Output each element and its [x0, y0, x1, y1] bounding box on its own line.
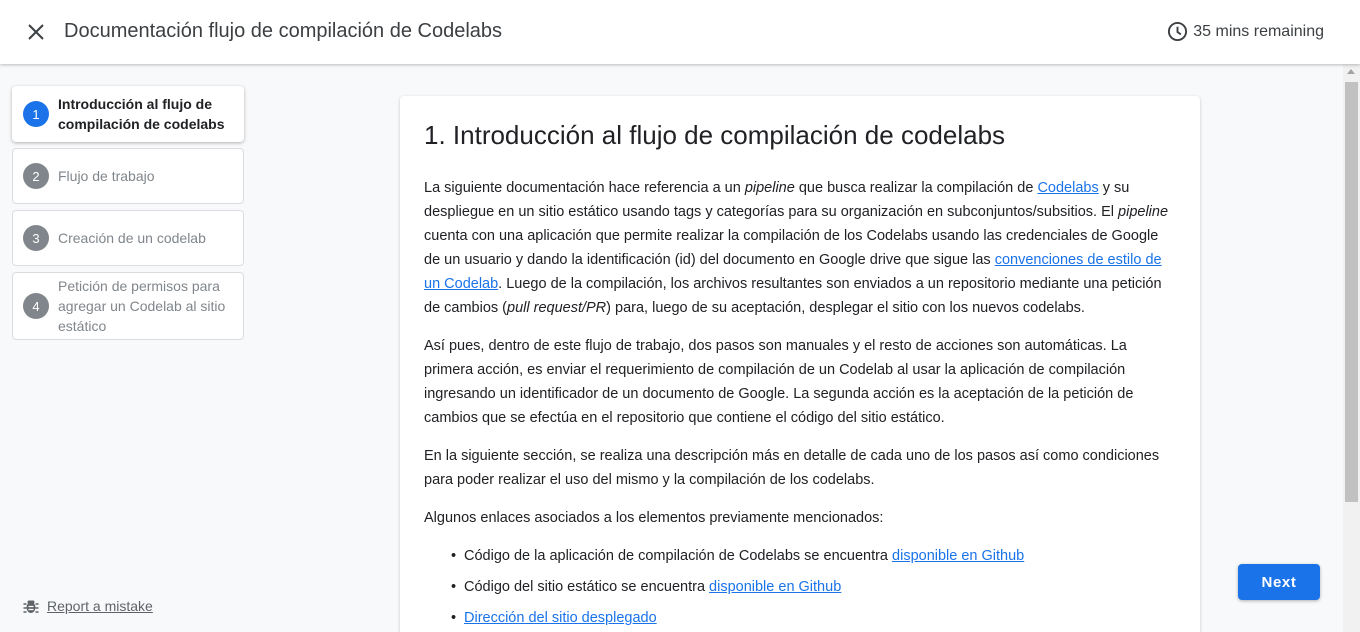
paragraph-links-intro: Algunos enlaces asociados a los elementos previamente mencionados: [424, 510, 884, 526]
step-label: Petición de permisos para agregar un Codelab al sitio estático [58, 278, 226, 334]
close-icon [27, 23, 45, 41]
step-number: 1 [23, 101, 49, 127]
scroll-thumb[interactable] [1345, 82, 1358, 502]
links-list [424, 544, 1176, 630]
step-number: 3 [23, 225, 49, 251]
paragraph-intro: La siguiente documentación hace referencia a un pipeline que busca realizar la compilación de Codelabs y su despliegue en un sitio estático usando tags y categorías para su organización en subconjuntos/subsitios. El pipeline cuenta con una aplicación que permite realizar la compilación de los Codelabs usando las credenciales de Google de un usuario y dando la identificación (id) del documento en Google drive que sigue las convenciones de estilo de un Codelab. Luego de la compilación, los archivos resultantes son enviados a un repositorio mediante una petición de cambios (pull request/PR) para, luego de su aceptación, desplegar el sitio con los nuevos codelabs. [424, 180, 1169, 316]
github-site-link[interactable]: disponible en Github [709, 579, 842, 595]
step-number: 2 [23, 163, 49, 189]
report-mistake-label: Report a mistake [47, 598, 153, 614]
bug-icon [22, 597, 40, 615]
paragraph-workflow: Así pues, dentro de este flujo de trabajo, dos pasos son manuales y el resto de acciones son automáticas. La primera acción, es enviar el requerimiento de compilación de un Codelab al usar la aplicación de compilación ingresando un identificador de un documento de Google. La segunda acción es la aceptación de la petición de cambios que se efectúa en el repositorio que contiene el código del sitio estático. [424, 338, 1134, 426]
github-app-link[interactable]: disponible en Github [892, 548, 1025, 564]
step-item-2[interactable] [12, 148, 244, 204]
paragraph-next-section: En la siguiente sección, se realiza una descripción más en detalle de cada uno de los pasos así como condiciones para poder realizar el uso del mismo y la compilación de los codelabs. [424, 448, 1160, 488]
step-item-1[interactable] [12, 86, 244, 142]
step-label: Introducción al flujo de compilación de codelabs [58, 96, 225, 132]
step-item-3[interactable] [12, 210, 244, 266]
list-item: • Código de la aplicación de compilación de Codelabs se encuentra disponible en Github [464, 544, 1176, 568]
step-heading: 1. Introducción al flujo de compilación de codelabs [424, 120, 1006, 150]
list-item [464, 606, 1176, 630]
timer-text: 35 mins remaining [1193, 22, 1324, 40]
close-button[interactable] [22, 18, 50, 46]
codelabs-link[interactable]: Codelabs [1037, 180, 1099, 196]
step-number: 4 [23, 293, 49, 319]
steps-sidebar [12, 86, 244, 346]
time-remaining [1167, 21, 1324, 42]
list-item: • Código del sitio estático se encuentra disponible en Github [464, 575, 1176, 599]
step-label: Flujo de trabajo [58, 168, 155, 184]
step-label: Creación de un codelab [58, 230, 206, 246]
top-app-bar [0, 0, 1360, 64]
step-item-4[interactable] [12, 272, 244, 340]
deployed-site-link[interactable]: Dirección del sitio desplegado [464, 610, 657, 626]
codelab-title: Documentación flujo de compilación de Codelabs [64, 20, 503, 42]
style-conventions-link[interactable]: convenciones de estilo de un Codelab [424, 252, 1162, 292]
clock-icon [1167, 21, 1188, 42]
page-scrollbar[interactable] [1343, 64, 1360, 632]
report-mistake-link[interactable] [22, 597, 153, 615]
step-content-card [400, 96, 1200, 632]
next-button[interactable]: Next [1238, 564, 1320, 600]
scroll-up-arrow-icon[interactable] [1347, 69, 1355, 74]
